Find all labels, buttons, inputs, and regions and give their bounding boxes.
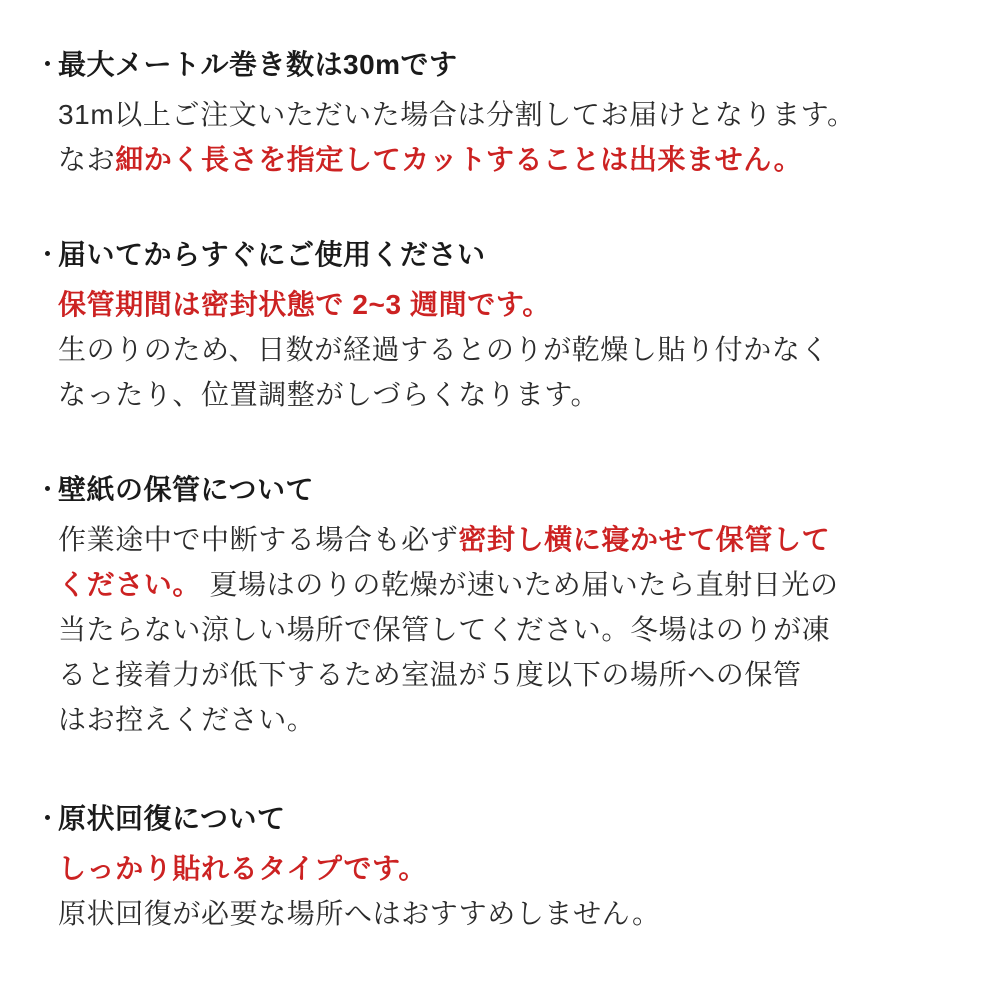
body-line — [58, 92, 970, 137]
text-run: ると接着力が低下するため室温が５度以下の場所への保管 — [58, 659, 802, 690]
body-line — [58, 372, 970, 417]
bullet-icon: ・ — [34, 50, 61, 80]
section-heading-row — [30, 234, 970, 276]
section-storage — [30, 469, 970, 742]
text-run: 当たらない涼しい場所で保管してください。冬場はのりが凍 — [58, 614, 831, 645]
section-use-immediately — [30, 234, 970, 417]
section-heading-row — [30, 469, 970, 511]
body-line — [58, 846, 970, 891]
section-heading: 原状回復について — [58, 803, 286, 834]
section-heading-row — [30, 44, 970, 86]
body-line — [58, 697, 970, 742]
text-run-emphasis: しっかり貼れるタイプです。 — [58, 853, 428, 884]
body-line — [58, 652, 970, 697]
section-heading: 壁紙の保管について — [58, 474, 314, 505]
bullet-icon: ・ — [34, 804, 61, 834]
body-line — [58, 137, 970, 182]
section-body — [30, 282, 970, 417]
text-run: 生のりのため、日数が経過するとのりが乾燥し貼り付かなく — [58, 334, 830, 365]
section-heading-row — [30, 798, 970, 840]
section-heading: 最大メートル巻き数は30mです — [58, 49, 458, 80]
text-run: 作業途中で中断する場合も必ず — [58, 524, 459, 555]
text-run: 夏場はのりの乾燥が速いため届いたら直射日光の — [201, 569, 839, 600]
section-heading: 届いてからすぐにご使用ください — [58, 239, 486, 270]
section-body — [30, 846, 970, 936]
body-line — [58, 607, 970, 652]
text-run: なお — [58, 144, 116, 175]
text-run-emphasis: 密封し横に寝かせて保管して — [458, 524, 831, 555]
section-body — [30, 517, 970, 742]
body-line — [58, 891, 970, 936]
text-run-emphasis: 保管期間は密封状態で 2~3 週間です。 — [58, 289, 551, 320]
text-run: はお控えください。 — [58, 704, 316, 735]
section-max-length — [30, 44, 970, 182]
text-run: なったり、位置調整がしづらくなります。 — [58, 379, 600, 410]
text-run: 31m以上ご注文いただいた場合は分割してお届けとなります。 — [58, 99, 856, 130]
text-run-emphasis: ください。 — [58, 569, 202, 600]
bullet-icon: ・ — [34, 240, 61, 270]
section-body — [30, 92, 970, 182]
text-run-emphasis: 細かく長さを指定してカットすることは出来ません。 — [115, 144, 803, 175]
body-line — [58, 517, 970, 562]
body-line — [58, 282, 970, 327]
text-run: 原状回復が必要な場所へはおすすめしません。 — [58, 898, 661, 929]
section-restoration — [30, 798, 970, 936]
bullet-icon: ・ — [34, 475, 61, 505]
body-line — [58, 562, 970, 607]
body-line — [58, 327, 970, 372]
